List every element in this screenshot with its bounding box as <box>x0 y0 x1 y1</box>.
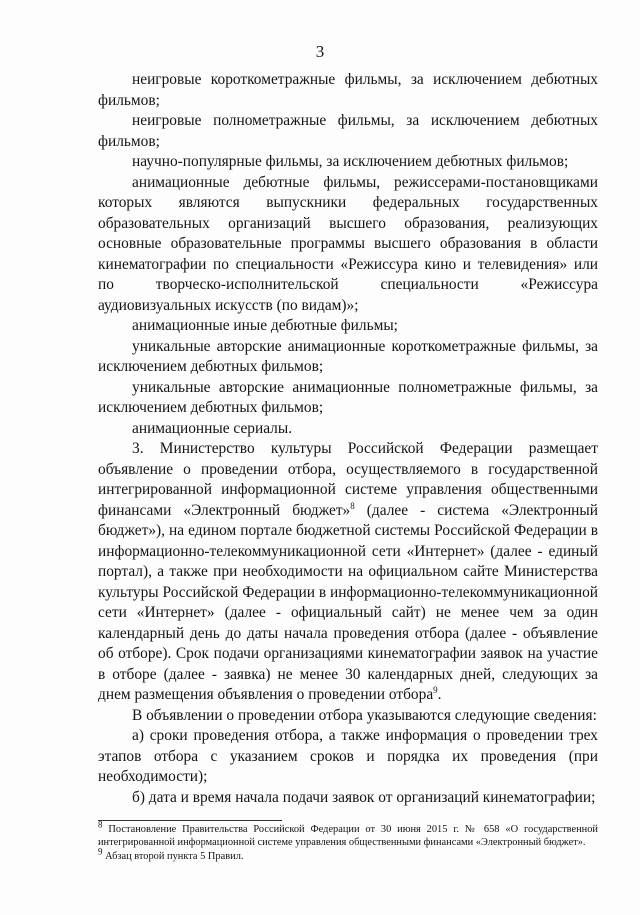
footnote <box>98 846 598 863</box>
paragraph-section-3 <box>98 439 598 706</box>
footnote-mark: 9 <box>98 846 103 857</box>
paragraph-text: (далее - система «Электронный бюджет»), на едином портале бюджетной системы Российской Федерации в информационно-телекоммуникационной сети «Интернет» (далее - единый портал), а также при необходимости на официальном сайте Министерства культуры Российской Федерации в информационно-телекоммуникационной сети «Интернет» (далее - официальный сайт) не менее чем за один календарный день до даты начала проведения отбора (далее - объявление об отборе). Срок подачи организациями кинематографии заявок на участие в отборе (далее - заявка) не менее 30 календарных дней, следующих за днем размещения объявления о проведении отбора <box>98 501 598 703</box>
paragraph: уникальные авторские анимационные короткометражные фильмы, за исключением дебютных фильмов; <box>98 337 598 375</box>
footnote-ref: 8 <box>350 500 355 511</box>
paragraph: В объявлении о проведении отбора указываются следующие сведения: <box>132 706 597 724</box>
footnote <box>98 819 598 850</box>
footnote-ref: 9 <box>433 684 438 695</box>
paragraph: неигровые полнометражные фильмы, за исключением дебютных фильмов; <box>98 112 598 150</box>
footnote-mark: 8 <box>98 819 103 830</box>
paragraph: анимационные иные дебютные фильмы; <box>132 317 398 334</box>
paragraph: б) дата и время начала подачи заявок от организаций кинематографии; <box>132 788 596 806</box>
document-body <box>98 70 598 808</box>
footnote-separator <box>98 820 282 821</box>
page-number: 3 <box>315 42 325 61</box>
paragraph-text: 3. Министерство культуры Российской Федерации размещает объявление о проведении отбора, осуществляемого в государственной интегрированной информационной системе управления общественными финансами «Электронный бюджет» <box>98 440 598 519</box>
footnotes <box>98 819 598 863</box>
paragraph: научно-популярные фильмы, за исключением дебютных фильмов; <box>132 153 569 170</box>
paragraph: а) сроки проведения отбора, а также информация о проведении трех этапов отбора с указанием сроков и порядка их проведения (при необходимости); <box>98 727 598 785</box>
paragraph: анимационные сериалы. <box>132 419 293 437</box>
paragraph: неигровые короткометражные фильмы, за исключением дебютных фильмов; <box>98 71 598 109</box>
footnote-text: Абзац второй пункта 5 Правил. <box>102 850 244 862</box>
paragraph: уникальные авторские анимационные полнометражные фильмы, за исключением дебютных фильмов; <box>98 378 598 416</box>
footnote-text: Постановление Правительства Российской Федерации от 30 июня 2015 г. № 658 «О государственной интегрированной информационной системе управления общественными финансами «Электронный бюджет». <box>98 824 598 849</box>
paragraph-text: . <box>437 686 442 703</box>
paragraph: анимационные дебютные фильмы, режиссерами-постановщиками которых являются выпускники федеральных государственных образовательных организаций высшего образования, реализующих основные образовательные программы высшего образования в области кинематографии по специальности «Режиссура кино и телевидения» или по творческо-исполнительской специальности «Режиссура аудиовизуальных искусств (по видам)»; <box>98 173 598 314</box>
